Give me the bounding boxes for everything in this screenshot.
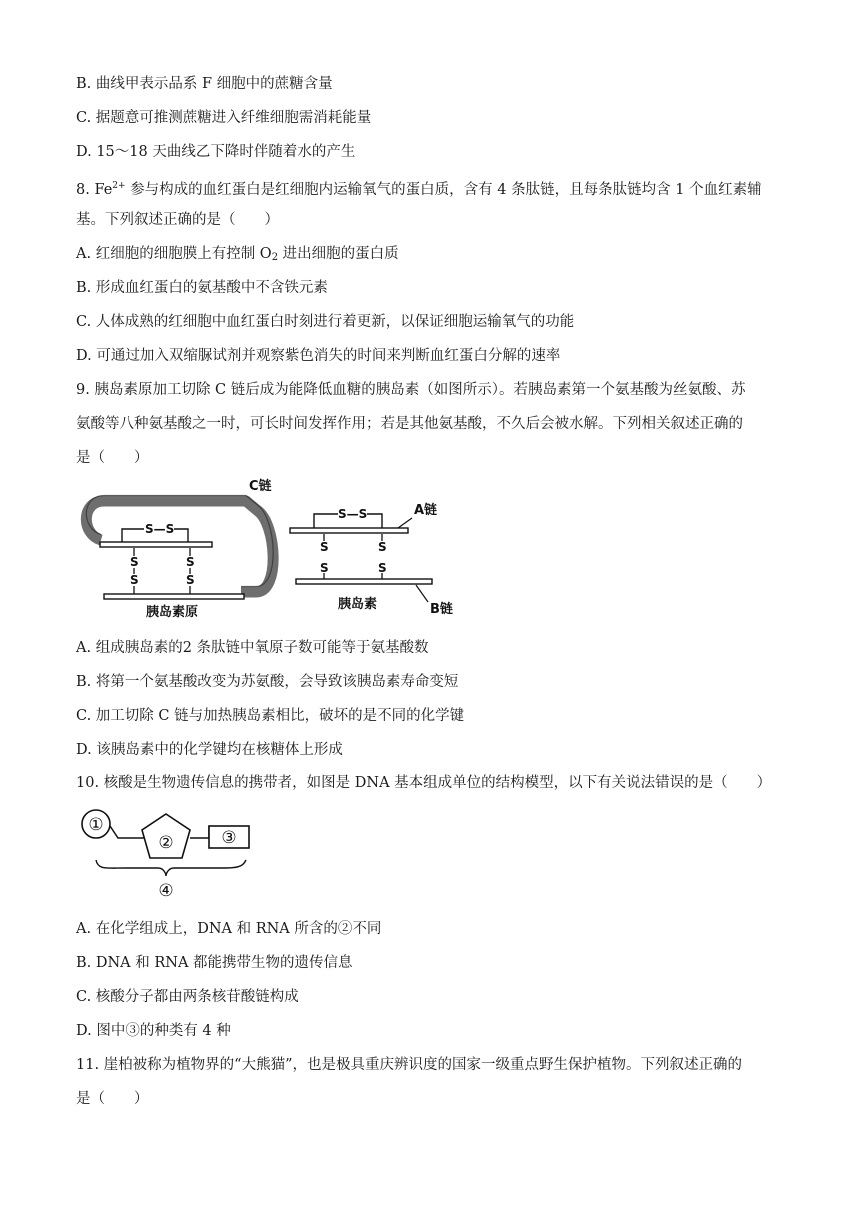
proinsulin-a-chain <box>100 542 212 547</box>
q10-option-a: A. 在化学组成上，DNA 和 RNA 所含的②不同 <box>76 921 382 937</box>
q10-stem: 10. 核酸是生物遗传信息的携带者，如图是 DNA 基本组成单位的结构模型，以下有关说法错误的是（ ） <box>76 775 772 791</box>
q8-stem-number: 8. Fe <box>76 182 113 198</box>
insulin-s2-bottom: S <box>378 561 387 575</box>
q9-stem-line2: 氨酸等八种氨基酸之一时，可长时间发挥作用；若是其他氨基酸，不久后会被水解。下列相关叙述正确的 <box>76 416 743 432</box>
q8-option-a-sub: 2 <box>271 252 279 263</box>
insulin-b-chain <box>296 579 432 584</box>
q7-option-b: B. 曲线甲表示品系 F 细胞中的蔗糖含量 <box>76 76 333 92</box>
q8-option-a <box>76 245 399 267</box>
q8-stem-line1 <box>76 177 762 199</box>
q7-option-c: C. 据题意可推测蔗糖进入纤维细胞需消耗能量 <box>76 110 372 126</box>
q11-stem-line1: 11. 崖柏被称为植物界的“大熊猫”，也是极具重庆辨识度的国家一级重点野生保护植物。下列叙述正确的 <box>76 1057 742 1073</box>
proinsulin-s2-top: S <box>186 555 195 569</box>
q10-option-b: B. DNA 和 RNA 都能携带生物的遗传信息 <box>76 955 353 971</box>
label-2: ② <box>158 833 174 853</box>
c-chain-label: C链 <box>249 479 272 494</box>
q9-stem-line1: 9. 胰岛素原加工切除 C 链后成为能降低血糖的胰岛素（如图所示）。若胰岛素第一个氨基酸为丝氨酸、苏 <box>76 382 746 398</box>
proinsulin-s1-bottom: S <box>130 573 139 587</box>
b-chain-label: B链 <box>430 602 453 617</box>
q8-option-c: C. 人体成熟的红细胞中血红蛋白时刻进行着更新，以保证细胞运输氧气的功能 <box>76 314 575 330</box>
nucleotide-diagram <box>76 804 266 904</box>
q10-option-c: C. 核酸分子都由两条核苷酸链构成 <box>76 989 299 1005</box>
nucleotide-bracket <box>96 860 246 876</box>
q8-stem-line2: 基。下列叙述正确的是（ ） <box>76 212 279 228</box>
proinsulin-b-chain <box>104 594 244 599</box>
proinsulin-label: 胰岛素原 <box>146 605 199 620</box>
q7-option-d: D. 15～18 天曲线乙下降时伴随着水的产生 <box>76 144 356 160</box>
q10-option-d: D. 图中③的种类有 4 种 <box>76 1023 231 1039</box>
insulin-ss-bond: S—S <box>338 507 368 521</box>
q9-option-d: D. 该胰岛素中的化学键均在核糖体上形成 <box>76 742 343 758</box>
label-3: ③ <box>221 828 237 848</box>
insulin-s2-top: S <box>378 540 387 554</box>
q9-option-a: A. 组成胰岛素的2 条肽链中氧原子数可能等于氨基酸数 <box>76 640 429 656</box>
q8-option-a-pre: A. 红细胞的细胞膜上有控制 O <box>76 246 272 262</box>
insulin-s1-top: S <box>320 540 329 554</box>
q8-option-a-post: 进出细胞的蛋白质 <box>278 246 399 262</box>
proinsulin-ss-bond: S—S <box>145 522 175 536</box>
label-1: ① <box>88 815 104 835</box>
q9-option-b: B. 将第一个氨基酸改变为苏氨酸，会导致该胰岛素寿命变短 <box>76 674 459 690</box>
insulin-s1-bottom: S <box>320 561 329 575</box>
q9-option-c: C. 加工切除 C 链与加热胰岛素相比，破坏的是不同的化学键 <box>76 708 465 724</box>
insulin-a-chain <box>290 528 408 533</box>
q8-option-d: D. 可通过加入双缩脲试剂并观察紫色消失的时间来判断血红蛋白分解的速率 <box>76 348 561 364</box>
q8-option-b: B. 形成血红蛋白的氨基酸中不含铁元素 <box>76 280 328 296</box>
q8-ion-charge: 2+ <box>112 181 126 191</box>
insulin-label: 胰岛素 <box>338 597 378 612</box>
label-4: ④ <box>158 881 174 901</box>
q11-stem-line2: 是（ ） <box>76 1091 149 1107</box>
proinsulin-s2-bottom: S <box>186 573 195 587</box>
insulin-diagram <box>76 474 476 620</box>
q9-stem-line3: 是（ ） <box>76 450 149 466</box>
q8-stem-rest: 参与构成的血红蛋白是红细胞内运输氧气的蛋白质，含有 4 条肽链，且每条肽链均含 1 个血红素辅 <box>125 182 762 198</box>
proinsulin-s1-top: S <box>130 555 139 569</box>
a-chain-label: A链 <box>414 503 438 518</box>
